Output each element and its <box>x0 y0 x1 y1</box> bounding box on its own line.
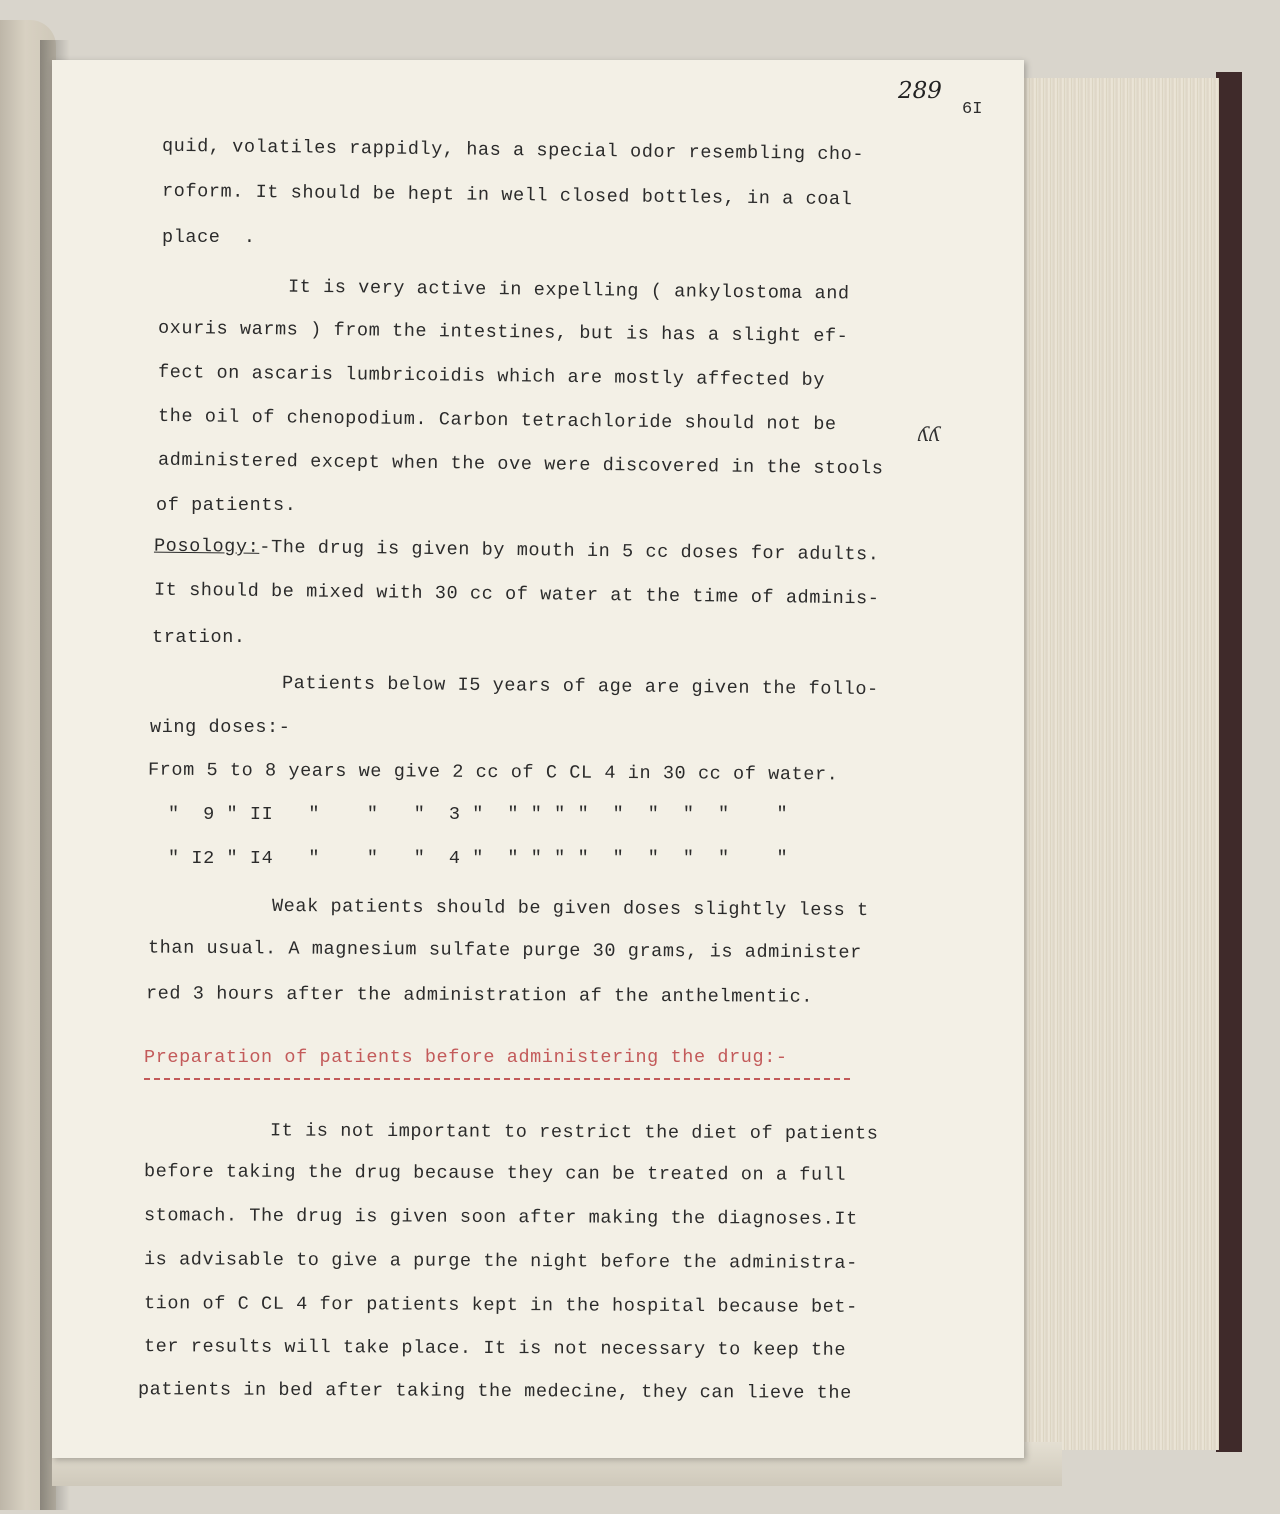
text-line: quid, volatiles rappidly, has a special odor resembling cho- <box>161 135 865 166</box>
page-edges <box>1022 78 1219 1450</box>
posology-text: -The drug is given by mouth in 5 cc doses for adults. <box>259 536 880 566</box>
text-line: wing doses:- <box>150 717 291 738</box>
book-cover <box>1216 72 1242 1452</box>
text-line: " 9 " II " " " 3 " " " " " " " " " " <box>168 804 789 825</box>
text-line: of patients. <box>156 495 297 516</box>
text-line: is advisable to give a purge the night before the administra- <box>143 1249 858 1274</box>
text-line: the oil of chenopodium. Carbon tetrachloride should not be <box>157 405 837 436</box>
text-line: tration. <box>152 627 246 648</box>
text-line: Weak patients should be given doses slightly less t <box>271 895 869 922</box>
posology-label: Posology: <box>153 535 260 558</box>
text-line: fect on ascaris lumbricoidis which are mostly affected by <box>157 361 826 392</box>
text-line: Patients below I5 years of age are given the follo- <box>281 672 879 701</box>
text-line: place . <box>162 227 256 248</box>
text-line: It should be mixed with 30 cc of water at the time of adminis- <box>153 579 880 610</box>
text-line: ter results will take place. It is not necessary to keep the <box>143 1336 847 1361</box>
text-line: roform. It should be hept in well closed bottles, in a coal <box>161 180 853 211</box>
text-line: patients in bed after taking the medecine, they can lieve the <box>137 1379 852 1404</box>
text-line: stomach. The drug is given soon after making the diagnoses.It <box>143 1205 858 1230</box>
text-line: " I2 " I4 " " " 4 " " " " " " " " " " <box>168 848 789 869</box>
margin-annotation: ʎʎ <box>918 422 941 446</box>
typed-page-number: 6I <box>962 100 983 119</box>
text-line: tion of C CL 4 for patients kept in the hospital because bet- <box>143 1293 858 1318</box>
text-line: before taking the drug because they can be treated on a full <box>143 1161 847 1186</box>
text-line: than usual. A magnesium sulfate purge 30 grams, is administer <box>147 937 862 964</box>
text-line: administered except when the ove were discovered in the stools <box>157 449 884 480</box>
heading-underline <box>144 1078 850 1080</box>
text-line: It is not important to restrict the diet of patients <box>269 1120 879 1145</box>
handwritten-folio-number: 289 <box>898 78 942 104</box>
section-heading: Preparation of patients before administering the drug:- <box>144 1047 788 1068</box>
text-line: oxuris warms ) from the intestines, but is has a slight ef- <box>157 317 849 348</box>
text-line: red 3 hours after the administration af the anthelmentic. <box>145 983 814 1008</box>
text-line: From 5 to 8 years we give 2 cc of C CL 4 in 30 cc of water. <box>147 759 839 786</box>
text-line: It is very active in expelling ( ankylostoma and <box>287 276 850 305</box>
